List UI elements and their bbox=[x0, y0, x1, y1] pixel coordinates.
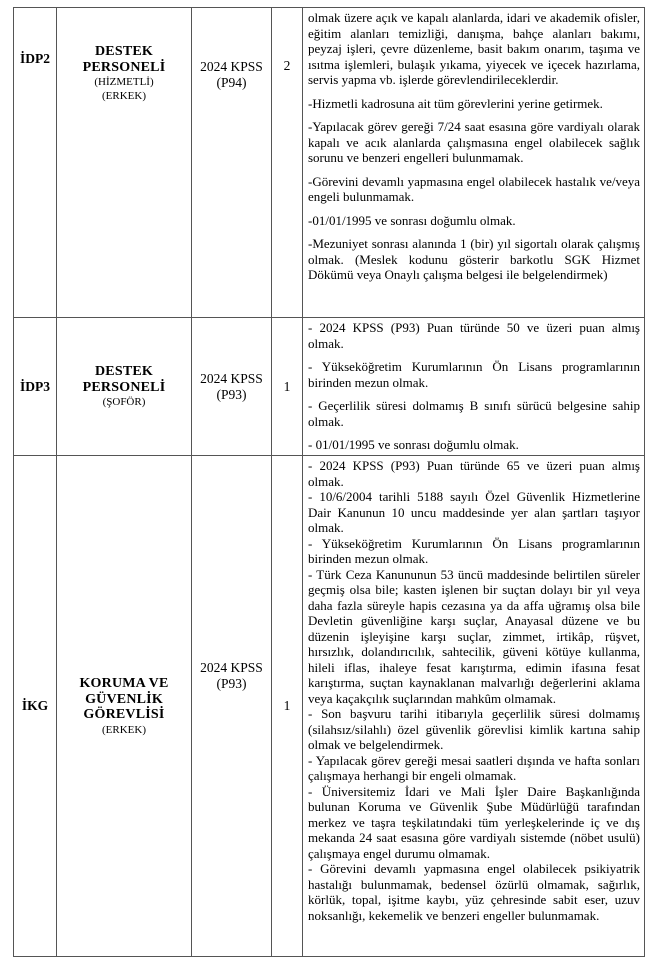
job-title-line: PERSONELİ bbox=[82, 379, 166, 395]
requirement-paragraph: - Geçerlilik süresi dolmamış B sınıfı sürücü belgesine sahip olmak. bbox=[308, 398, 640, 429]
job-code: İDP2 bbox=[20, 51, 50, 66]
job-code: İKG bbox=[21, 698, 49, 713]
requirement-paragraph: - Türk Ceza Kanununun 53 üncü maddesinde belirtilen süreler geçmiş olsa bile; kasten işlenen bir suçtan dolayı bir yıl veya daha fazla süreyle hapis cezasına ya da affa uğramış olsa bile Devletin güvenliğine karşı suçlar, Anayasal düzene ve bu düzenin işleyişine karşı suçlar, zimmet, irtikâp, rüşvet, hırsızlık, dolandırıcılık, sahtecilik, güveni kötüye kullanma, hileli iflas, ihaleye fesat karıştırma, edimin ifasına fesat karıştırma, suçtan kaynaklanan malvarlığı değerlerini aklama veya kaçakçılık suçlarından mahkûm olmamak. bbox=[308, 566, 640, 706]
job-subtitle: (ERKEK) bbox=[102, 89, 146, 102]
job-subtitle: (ŞOFÖR) bbox=[102, 396, 146, 409]
job-title-line: KORUMA VE bbox=[79, 676, 169, 691]
positions-table bbox=[13, 7, 645, 957]
exam-score-type: (P93) bbox=[216, 676, 247, 691]
table-row-idp2 bbox=[14, 8, 645, 318]
vacancy-count-cell bbox=[272, 8, 303, 318]
requirement-paragraph: -Yapılacak görev gereği 7/24 saat esasına göre vardiyalı olarak kapalı ve acık alanlarda çalışmasına engel olabilecek sağlık sorunu ve benzeri engelleri bulunmamak. bbox=[308, 119, 640, 165]
exam-score-type: (P93) bbox=[216, 386, 247, 402]
table-row-ikg bbox=[14, 456, 645, 957]
job-title-cell bbox=[57, 8, 192, 318]
requirement-paragraph: - Son başvuru tarihi itibarıyla geçerlilik süresi dolmamış (silahsız/silahlı) özel güvenlik görevlisi kimlik kartına sahip olmak ve belgelendirmek. bbox=[308, 706, 640, 752]
requirement-paragraph: - Yapılacak görev gereği mesai saatleri dışında ve hafta sonları çalışmaya herhangi bir engeli olmamak. bbox=[308, 752, 640, 783]
job-title-line: DESTEK bbox=[95, 364, 153, 380]
job-title-line: GÜVENLİK bbox=[85, 691, 163, 707]
job-code-cell bbox=[14, 8, 57, 318]
requirement-paragraph: - 2024 KPSS (P93) Puan türünde 65 ve üzeri puan almış olmak. bbox=[308, 458, 640, 489]
job-code: İDP3 bbox=[20, 378, 50, 394]
requirement-paragraph: - Görevini devamlı yapmasına engel olabilecek psikiyatrik hastalığı bulunmamak, bedensel özürlü olmamak, sağırlık, körlük, topal, işitme kaybı, yüz çehresinde sabit eser, uzuv noksanlığı, kekemelik ve benzeri engeller bulunmamak. bbox=[308, 861, 640, 923]
requirement-paragraph: - Yükseköğretim Kurumlarının Ön Lisans programlarının birinden mezun olmak. bbox=[308, 359, 640, 390]
requirement-paragraph: -Mezuniyet sonrası alanında 1 (bir) yıl sigortalı olarak çalışmış olmak. (Meslek kodunu gösterir barkotlu SGK Hizmet Dökümü veya Onaylı çalışma belgesi ile belgelendirmek) bbox=[308, 236, 640, 282]
vacancy-count: 1 bbox=[283, 698, 291, 713]
job-title-line: DESTEK bbox=[95, 44, 153, 59]
job-title-cell bbox=[57, 456, 192, 957]
requirement-paragraph: - Yükseköğretim Kurumlarının Ön Lisans programlarının birinden mezun olmak. bbox=[308, 535, 640, 566]
requirements-cell bbox=[303, 456, 645, 957]
exam-cell bbox=[192, 8, 272, 318]
requirement-paragraph: - 2024 KPSS (P93) Puan türünde 50 ve üzeri puan almış olmak. bbox=[308, 320, 640, 351]
requirement-paragraph: - Üniversitemiz İdari ve Mali İşler Daire Başkanlığında bulunan Koruma ve Güvenlik Şube Müdürlüğü tarafından merkez ve taşra teşkilatındaki tüm yerleşkelerinde iç ve dış mekanda 24 saat esasına göre vardiyalı sistemde (nöbet usulü) çalışmaya engel durumu olmamak. bbox=[308, 783, 640, 861]
requirements-cell bbox=[303, 318, 645, 456]
job-code-cell bbox=[14, 318, 57, 456]
requirement-paragraph: olmak üzere açık ve kapalı alanlarda, idari ve akademik ofisler, eğitim alanları temizliği, danışma, bahçe alanları bakımı, peyzaj işleri, çevre düzenleme, basit bakım onarım, taşıma ve ısıtma işlemleri, bulaşık yıkama, yiyecek ve içecek hazırlama, servis yapma vb. işlerde görevlendirileceklerdir. bbox=[308, 10, 640, 87]
vacancy-count: 2 bbox=[283, 58, 291, 73]
requirement-paragraph: -Görevini devamlı yapmasına engel olabilecek hastalık ve/veya engeli bulunmamak. bbox=[308, 173, 640, 204]
vacancy-count-cell bbox=[272, 318, 303, 456]
vacancy-count: 1 bbox=[283, 378, 291, 394]
job-title-line: PERSONELİ bbox=[82, 59, 166, 75]
exam-cell bbox=[192, 456, 272, 957]
job-title-cell bbox=[57, 318, 192, 456]
requirement-paragraph: -01/01/1995 ve sonrası doğumlu olmak. bbox=[308, 212, 516, 228]
exam-name: 2024 KPSS bbox=[200, 370, 263, 386]
exam-score-type: (P94) bbox=[216, 75, 247, 90]
requirement-paragraph: - 01/01/1995 ve sonrası doğumlu olmak. bbox=[308, 437, 519, 452]
job-title-line: GÖREVLİSİ bbox=[83, 707, 165, 722]
job-subtitle: (HİZMETLİ) bbox=[94, 76, 154, 88]
exam-cell bbox=[192, 318, 272, 456]
requirement-paragraph: -Hizmetli kadrosuna ait tüm görevlerini yerine getirmek. bbox=[308, 95, 603, 111]
job-code-cell bbox=[14, 456, 57, 957]
requirement-paragraph: - 10/6/2004 tarihli 5188 sayılı Özel Güvenlik Hizmetlerine Dair Kanunun 10 uncu maddesinde yer alan şartları taşıyor olmak. bbox=[308, 489, 640, 535]
vacancy-count-cell bbox=[272, 456, 303, 957]
requirements-cell bbox=[303, 8, 645, 318]
job-subtitle: (ERKEK) bbox=[102, 723, 146, 736]
exam-name: 2024 KPSS bbox=[200, 59, 263, 74]
table-row-idp3 bbox=[14, 318, 645, 456]
exam-name: 2024 KPSS bbox=[200, 660, 263, 675]
